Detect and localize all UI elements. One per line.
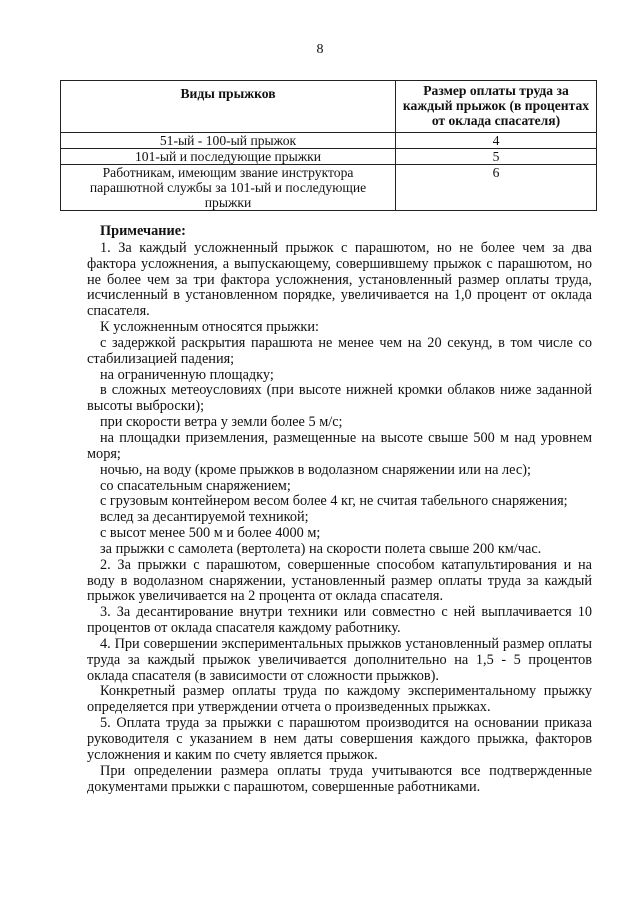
note-paragraph: К усложненным относятся прыжки: (100, 319, 319, 336)
header-jump-type: Виды прыжков (61, 81, 396, 133)
note-paragraph: 2. За прыжки с парашютом, совершенные способом катапультирования и на воду в водолазном снаряжении, установленный размер оплаты труда за каждый прыжок увеличивается на 2 процента от оклада спасателя. (87, 556, 592, 605)
note-paragraph: вслед за десантируемой техникой; (100, 509, 309, 526)
note-paragraph: ночью, на воду (кроме прыжков в водолазном снаряжении или на лес); (100, 461, 531, 478)
note-paragraph: за прыжки с самолета (вертолета) на скорости полета свыше 200 км/час. (100, 540, 542, 557)
note-heading: Примечание: (100, 223, 186, 239)
note-paragraph: со спасательным снаряжением; (100, 477, 291, 494)
note-paragraph: на площадки приземления, размещенные на высоте свыше 500 м над уровнем моря; (87, 429, 592, 462)
note-paragraph: при скорости ветра у земли более 5 м/с; (100, 414, 343, 431)
note-paragraph: с высот менее 500 м и более 4000 м; (100, 525, 321, 542)
note-paragraph: в сложных метеоусловиях (при высоте нижней кромки облаков ниже заданной высоты выброски); (87, 382, 592, 415)
note-paragraph: 1. За каждый усложненный прыжок с парашютом, но не более чем за два фактора усложнения, а выпускающему, совершившему прыжок с парашютом, но не более чем за три фактора усложнения, установленный размер оплаты труда, исчисленный в установленном порядке, увеличивается на 1,0 процент от оклада спасателя. (87, 239, 592, 320)
note-section (87, 224, 592, 795)
note-paragraph: на ограниченную площадку; (100, 366, 274, 383)
jump-type-cell: 51-ый - 100-ый прыжок (61, 133, 396, 149)
note-paragraph: с задержкой раскрытия парашюта не менее чем на 20 секунд, в том числе со стабилизацией падения; (87, 334, 592, 367)
jump-type-cell: Работникам, имеющим звание инструктора парашютной службы за 101-ый и последующие прыжки (61, 165, 396, 211)
note-paragraph: При определении размера оплаты труда учитываются все подтвержденные документами прыжки с парашютом, совершенные работниками. (87, 762, 592, 795)
header-pay-size: Размер оплаты труда за каждый прыжок (в процентах от оклада спасателя) (396, 81, 597, 133)
note-paragraph: 3. За десантирование внутри техники или совместно с ней выплачивается 10 процентов от оклада спасателя каждому работнику. (87, 604, 592, 637)
jump-type-cell: 101-ый и последующие прыжки (61, 149, 396, 165)
table-row (61, 149, 597, 165)
note-paragraph: Конкретный размер оплаты труда по каждому экспериментальному прыжку определяется при утверждении отчета о произведенных прыжках. (87, 683, 592, 716)
page-number: 8 (316, 42, 324, 57)
note-paragraph: с грузовым контейнером весом более 4 кг, не считая табельного снаряжения; (100, 493, 568, 510)
note-paragraph: 5. Оплата труда за прыжки с парашютом производится на основании приказа руководителя с указанием в нем даты совершения каждого прыжка, факторов усложнения и каким по счету является прыжок. (87, 715, 592, 763)
pay-value-cell: 6 (396, 165, 597, 211)
note-paragraph: 4. При совершении экспериментальных прыжков установленный размер оплаты труда за каждый прыжок увеличивается дополнительно на 1,5 - 5 процентов оклада спасателя (в зависимости от сложности прыжков). (87, 635, 592, 684)
table-header-row (61, 81, 597, 133)
pay-value-cell: 5 (396, 149, 597, 165)
table-row (61, 165, 597, 211)
table-row (61, 133, 597, 149)
pay-rates-table (60, 80, 597, 211)
pay-value-cell: 4 (396, 133, 597, 149)
